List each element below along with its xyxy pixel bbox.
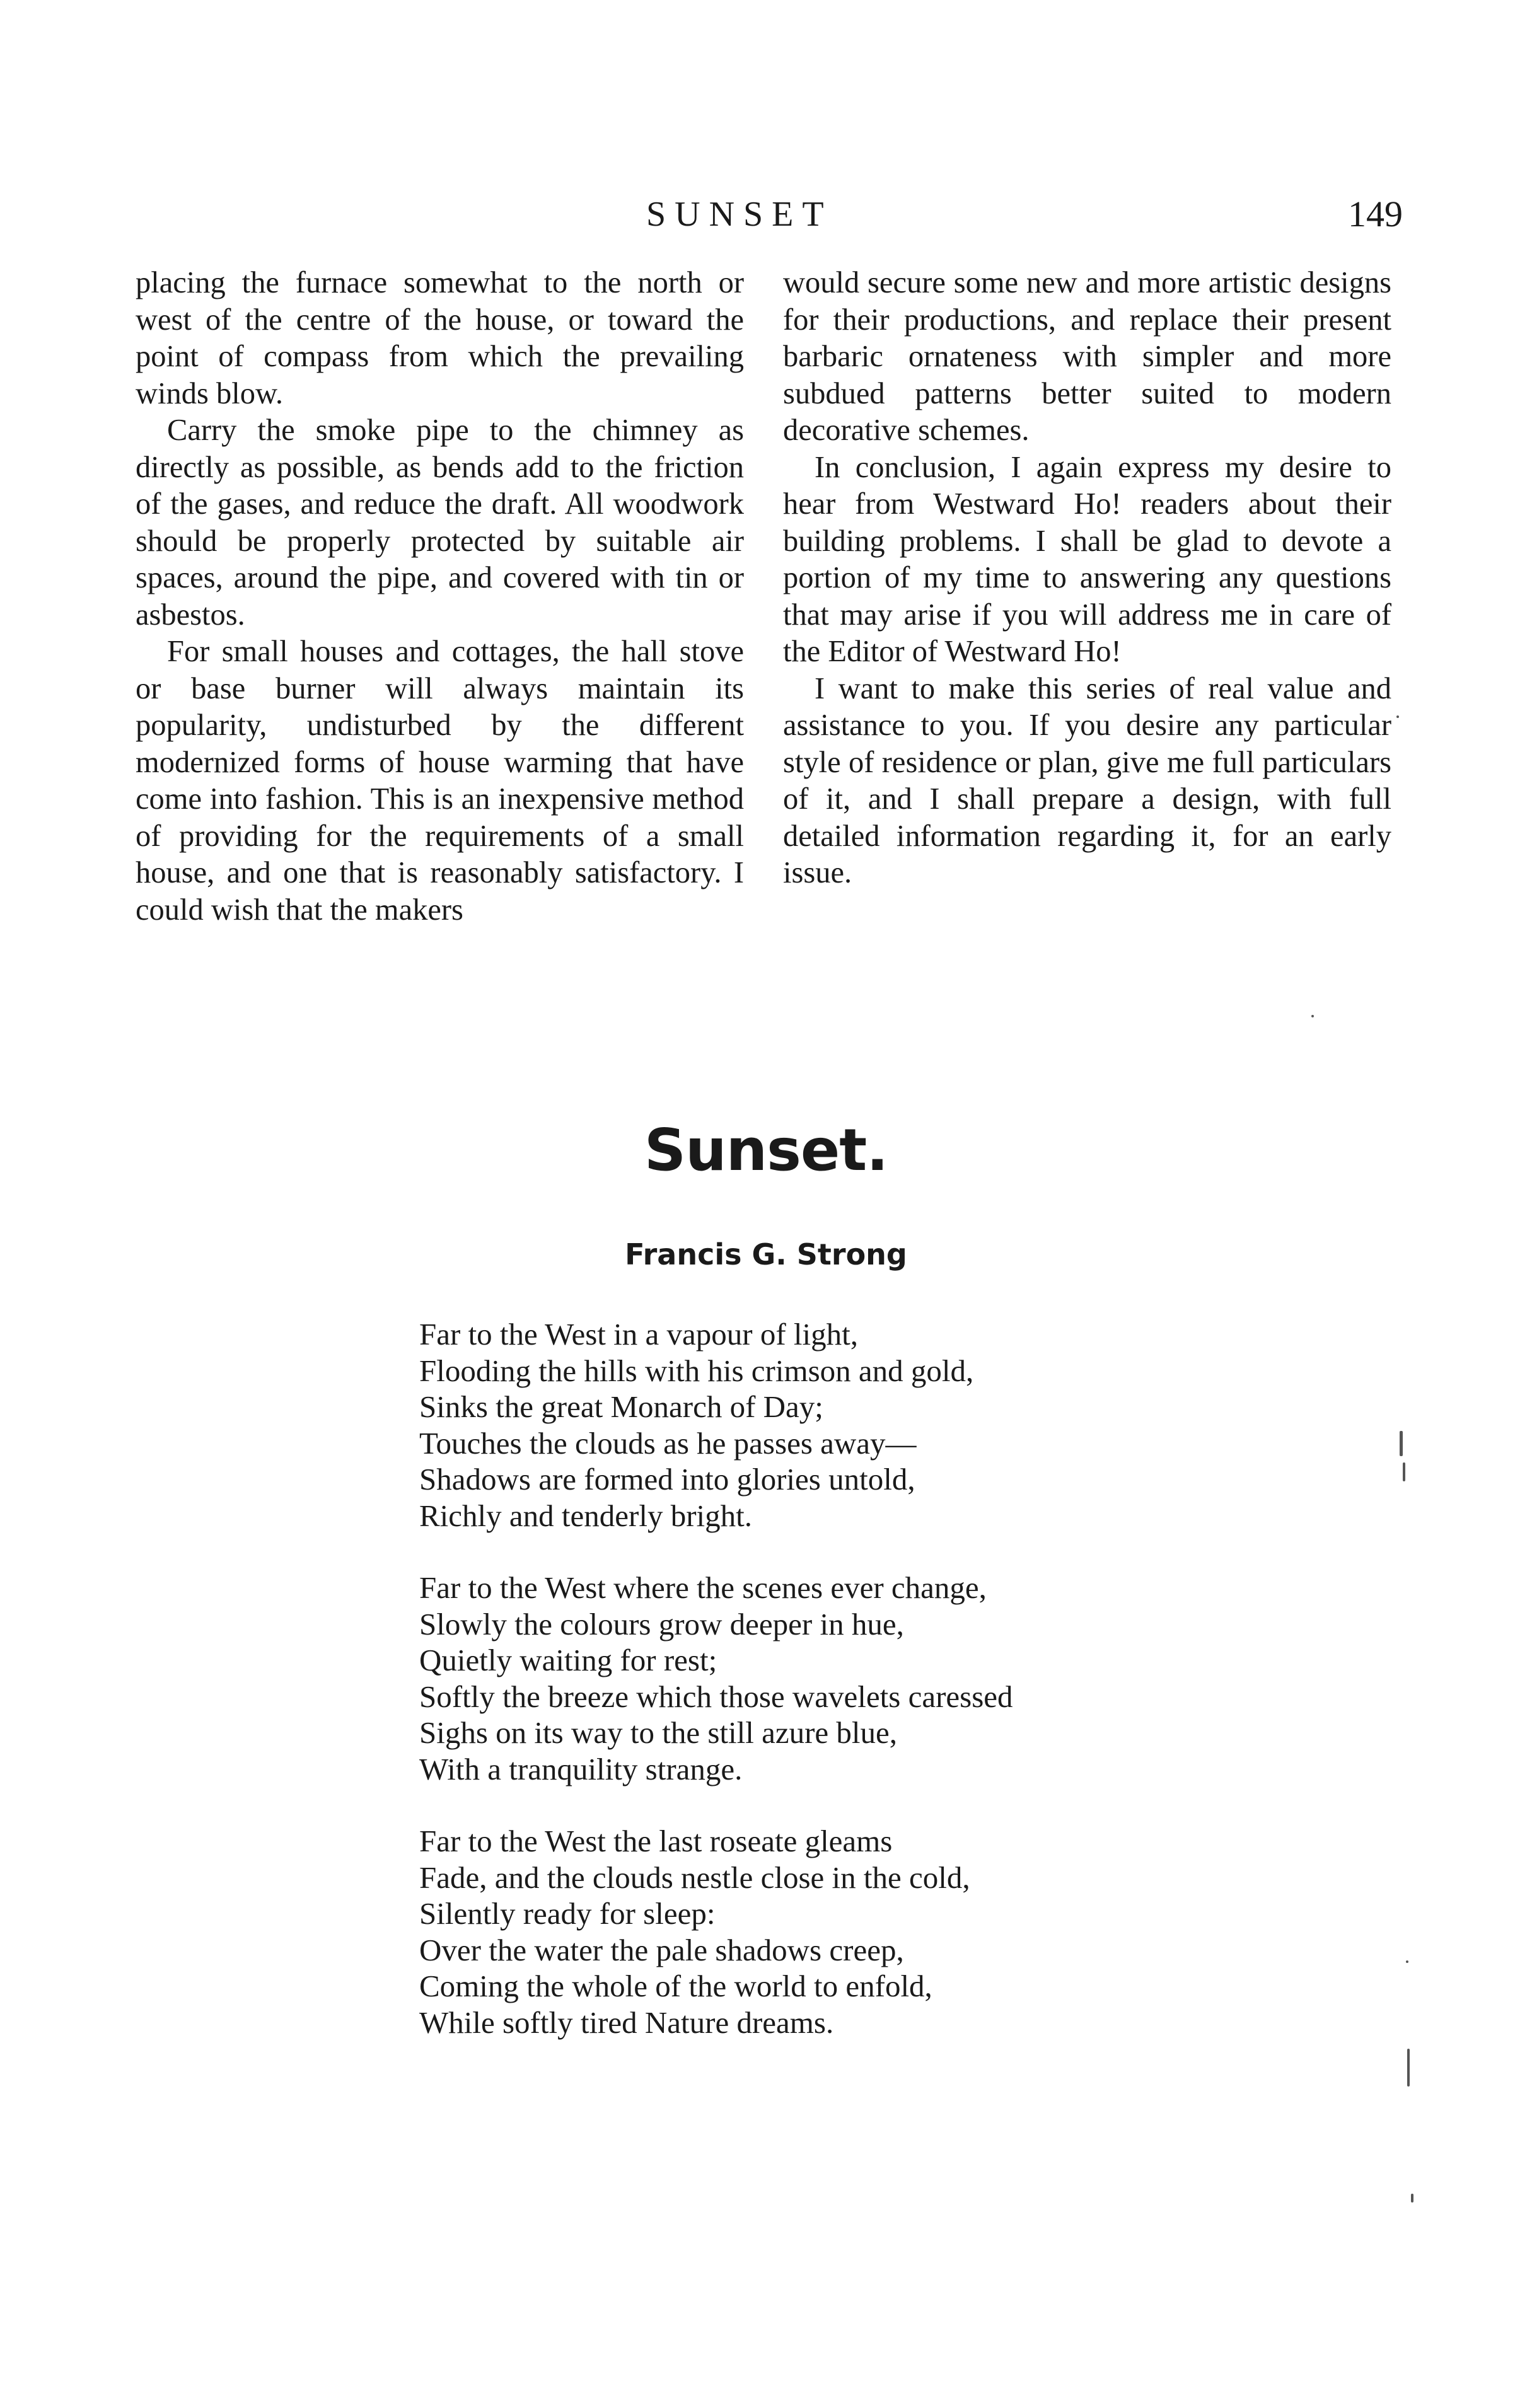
poem-line: Sinks the great Monarch of Day;: [419, 1389, 823, 1424]
poem-line: Touches the clouds as he passes away—: [419, 1425, 917, 1461]
poem-line: Over the water the pale shadows creep,: [419, 1932, 904, 1967]
paragraph: For small houses and cottages, the hall stove or base burner will always maintain its popularity, undisturbed by the different modernized forms of house warming that have come into fashion. This is an inexpensive method of providing for the requirements of a small house, and one that is reasonably satisfactory. I could wish that the makers: [136, 635, 744, 927]
poem-line: Fade, and the clouds nestle close in the cold,: [419, 1860, 970, 1895]
scan-speck: [1403, 1462, 1405, 1481]
paragraph: would secure some new and more artistic designs for their productions, and replace their present barbaric ornateness with simpler and more subdued patterns better suited to modern decorative schemes.: [783, 266, 1391, 447]
poem-title: Sunset.: [644, 1116, 888, 1184]
left-column: [136, 265, 744, 929]
poem-author: Francis G. Strong: [625, 1237, 907, 1271]
poem-line: While softly tired Nature dreams.: [419, 2005, 834, 2040]
poem-line: Richly and tenderly bright.: [419, 1498, 752, 1533]
poem-stanza: [419, 1316, 1239, 1534]
poem-line: Quietly waiting for rest;: [419, 1643, 717, 1677]
poem-line: Sighs on its way to the still azure blue,: [419, 1715, 898, 1750]
poem-line: Far to the West where the scenes ever change,: [419, 1570, 987, 1605]
right-column: [783, 265, 1391, 892]
scan-speck: [1406, 1960, 1408, 1963]
poem-line: With a tranquility strange.: [419, 1751, 743, 1786]
poem-line: Silently ready for sleep:: [419, 1896, 716, 1931]
poem-line: Coming the whole of the world to enfold,: [419, 1969, 932, 2003]
scan-speck: [1411, 2194, 1413, 2203]
scan-speck: [1407, 2049, 1410, 2087]
page-number: 149: [1348, 194, 1403, 234]
poem-line: Slowly the colours grow deeper in hue,: [419, 1606, 904, 1641]
paragraph: Carry the smoke pipe to the chimney as directly as possible, as bends add to the friction of the gases, and reduce the draft. All woodwork should be properly protected by suitable air spaces, around the pipe, and covered with tin or asbestos.: [136, 414, 744, 632]
poem-body: [419, 1316, 1239, 2076]
poem-line: Flooding the hills with his crimson and gold,: [419, 1353, 974, 1388]
running-title: SUNSET: [646, 195, 833, 234]
poem-line: Shadows are formed into glories untold,: [419, 1462, 915, 1496]
article-columns: [136, 265, 1396, 977]
poem-line: Far to the West the last roseate gleams: [419, 1824, 893, 1858]
paragraph: placing the furnace somewhat to the north or west of the centre of the house, or toward the point of compass from which the prevailing winds blow.: [136, 266, 744, 410]
poem-line: Softly the breeze which those wavelets caressed: [419, 1679, 1013, 1714]
scan-speck: [1396, 715, 1399, 718]
scan-speck: [1311, 1015, 1314, 1017]
paragraph: In conclusion, I again express my desire to hear from Westward Ho! readers about their building problems. I shall be glad to devote a portion of my time to answering any questions that may arise if you will address me in care of the Editor of Westward Ho!: [783, 450, 1391, 668]
running-head: [0, 189, 1532, 240]
poem-stanza: [419, 1570, 1239, 1787]
paragraph: I want to make this series of real value and assistance to you. If you desire any particular style of residence or plan, give me full particulars of it, and I shall prepare a design, with full detailed information regarding it, for an early issue.: [783, 671, 1391, 889]
poem-line: Far to the West in a vapour of light,: [419, 1317, 859, 1352]
poem-stanza: [419, 1823, 1239, 2040]
scan-speck: [1400, 1431, 1403, 1456]
